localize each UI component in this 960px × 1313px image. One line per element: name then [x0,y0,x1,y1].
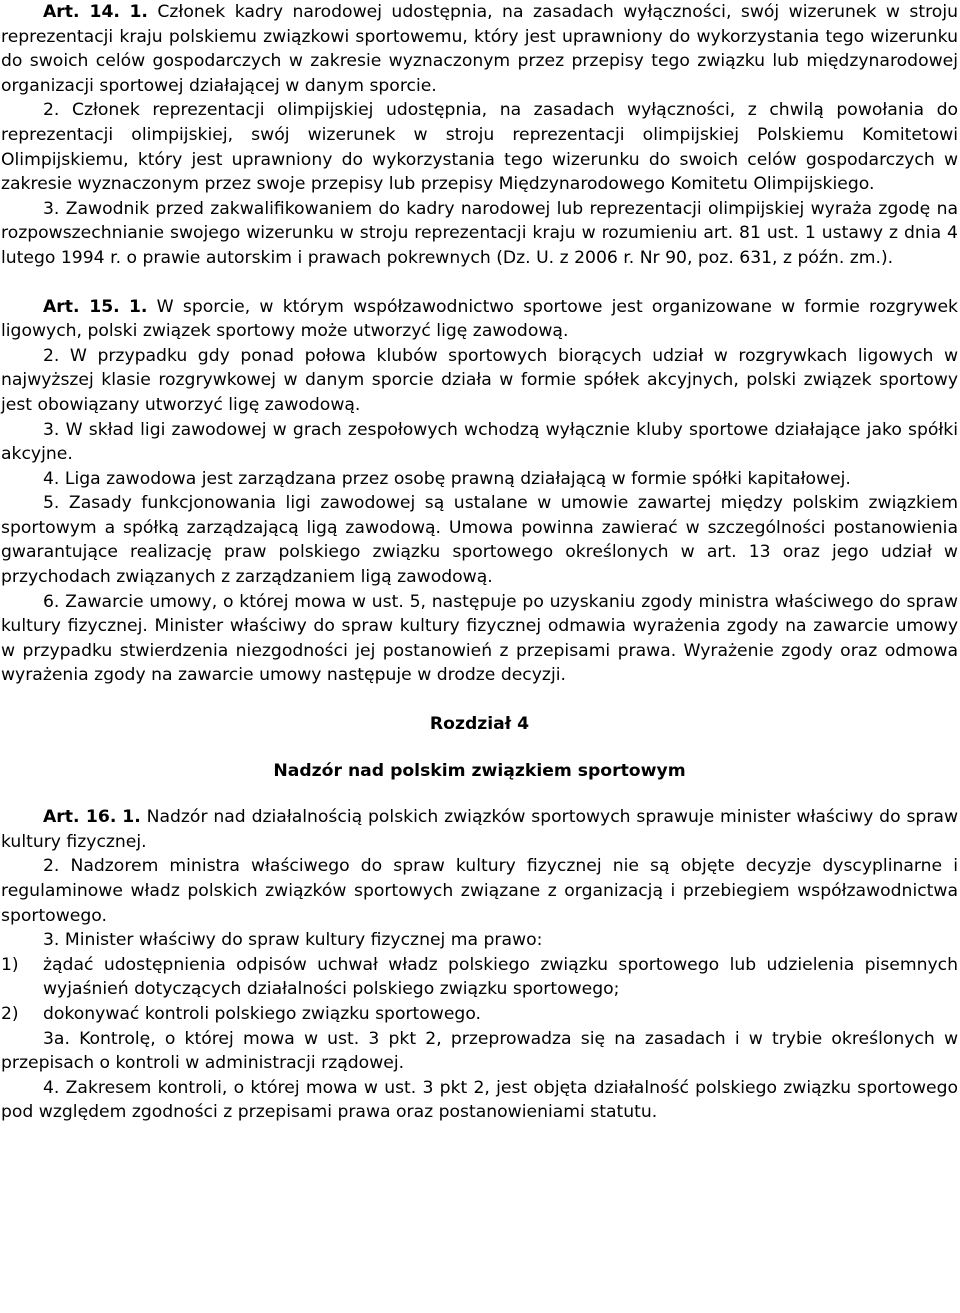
art15-paragraph-4: 4. Liga zawodowa jest zarządzana przez osobę prawną działającą w formie spółki kapitałowej. [43,468,851,489]
art16-paragraph-3a: 3a. Kontrolę, o której mowa w ust. 3 pkt 2, przeprowadza się na zasadach i w trybie określonych w przepisach o kontroli w administracji rządowej. [1,1028,958,1074]
art16-p1-number: 1. [122,807,141,828]
art15-paragraph-3: 3. W skład ligi zawodowej w grach zespołowych wchodzą wyłącznie kluby sportowe działające jako spółki akcyjne. [1,419,958,465]
list-item-number: 2) [1,1003,19,1024]
art16-paragraph-3: 3. Minister właściwy do spraw kultury fizycznej ma prawo: [43,930,543,951]
art16-list-item [1,953,958,1002]
art15-paragraph-6: 6. Zawarcie umowy, o której mowa w ust. 5, następuje po uzyskaniu zgody ministra właściwego do spraw kultury fizycznej. Minister właściwy do spraw kultury fizycznej odmawia wyrażenia zgody na zawarcie umowy w przypadku stwierdzenia niezgodności jej postanowień z przepisami prawa. Wyrażenie zgody oraz odmowa wyrażenia zgody na zawarcie umowy następuje w drodze decyzji. [1,591,958,686]
art14-paragraph-3: 3. Zawodnik przed zakwalifikowaniem do kadry narodowej lub reprezentacji olimpijskiej wyraża zgodę na rozpowszechnianie swojego wizerunku w stroju reprezentacji kraju w rozumieniu art. 81 ust. 1 ustawy z dnia 4 lutego 1994 r. o prawie autorskim i prawach pokrewnych (Dz. U. z 2006 r. Nr 90, poz. 631, z późn. zm.). [1,198,958,268]
chapter-number: Rozdział 4 [429,714,530,735]
art14-paragraph-2: 2. Członek reprezentacji olimpijskiej udostępnia, na zasadach wyłączności, z chwilą powołania do reprezentacji olimpijskiej, swój wizerunek w stroju reprezentacji olimpijskiej Polskiemu Komitetowi Olimpijskiemu, który jest uprawniony do wykorzystania tego wizerunku do swoich celów gospodarczych w zakresie wyznaczonym przez swoje przepisy lub przepisy Międzynarodowego Komitetu Olimpijskiego. [1,100,958,195]
art15-p1-number: 1. [128,296,148,317]
art15-p1-text: W sporcie, w którym współzawodnictwo sportowe jest organizowane w formie rozgrywek ligowych, polski związek sportowy może utworzyć ligę zawodową. [1,296,958,342]
art15-paragraph-1 [1,295,958,344]
list-item-text: dokonywać kontroli polskiego związku sportowego. [43,1003,482,1024]
art16-list-item [1,1002,958,1027]
chapter-title: Nadzór nad polskim związkiem sportowym [273,760,686,781]
spacer [1,271,958,295]
art14-p1-number: 1. [129,2,148,22]
art14-label: Art. 14. [43,2,120,22]
art15-paragraph-5: 5. Zasady funkcjonowania ligi zawodowej są ustalane w umowie zawartej między polskim związkiem sportowym a spółką zarządzającą ligą zawodową. Umowa powinna zawierać w szczególności postanowienia gwarantujące realizację praw polskiego związku sportowego określonych w art. 13 oraz jego udział w przychodach związanych z zarządzaniem ligą zawodową. [1,493,958,588]
spacer [1,737,958,759]
art16-paragraph-1 [1,805,958,854]
art16-paragraph-4: 4. Zakresem kontroli, o której mowa w ust. 3 pkt 2, jest objęta działalność polskiego związku sportowego pod względem zgodności z przepisami prawa oraz postanowieniami statutu. [1,1077,958,1123]
spacer [1,688,958,712]
list-item-number: 1) [1,954,19,975]
art15-label: Art. 15. [43,296,120,317]
art16-paragraph-2: 2. Nadzorem ministra właściwego do spraw kultury fizycznej nie są objęte decyzje dyscyplinarne i regulaminowe władz polskich związków sportowych związane z organizacją i przebiegiem współzawodnictwa sportowego. [1,856,958,926]
art16-p1-text: Nadzór nad działalnością polskich związków sportowych sprawuje minister właściwy do spraw kultury fizycznej. [1,807,958,852]
art14-p1-text: Członek kadry narodowej udostępnia, na zasadach wyłączności, swój wizerunek w stroju reprezentacji kraju polskiemu związkowi sportowemu, który jest uprawniony do wykorzystania tego wizerunku do swoich celów gospodarczych w zakresie wyznaczonym przez przepisy tego związku lub międzynarodowej organizacji sportowej działającej w danym sporcie. [1,2,958,96]
art14-paragraph-1 [1,0,958,98]
art15-paragraph-2: 2. W przypadku gdy ponad połowa klubów sportowych biorących udział w rozgrywkach ligowych w najwyższej klasie rozgrywkowej w danym sporcie działa w formie spółek akcyjnych, polski związek sportowy jest obowiązany utworzyć ligę zawodową. [1,345,958,415]
art16-label: Art. 16. [43,807,117,828]
list-item-text: żądać udostępnienia odpisów uchwał władz polskiego związku sportowego lub udzielenia pisemnych wyjaśnień dotyczących działalności polskiego związku sportowego; [43,954,958,1000]
spacer [1,783,958,805]
